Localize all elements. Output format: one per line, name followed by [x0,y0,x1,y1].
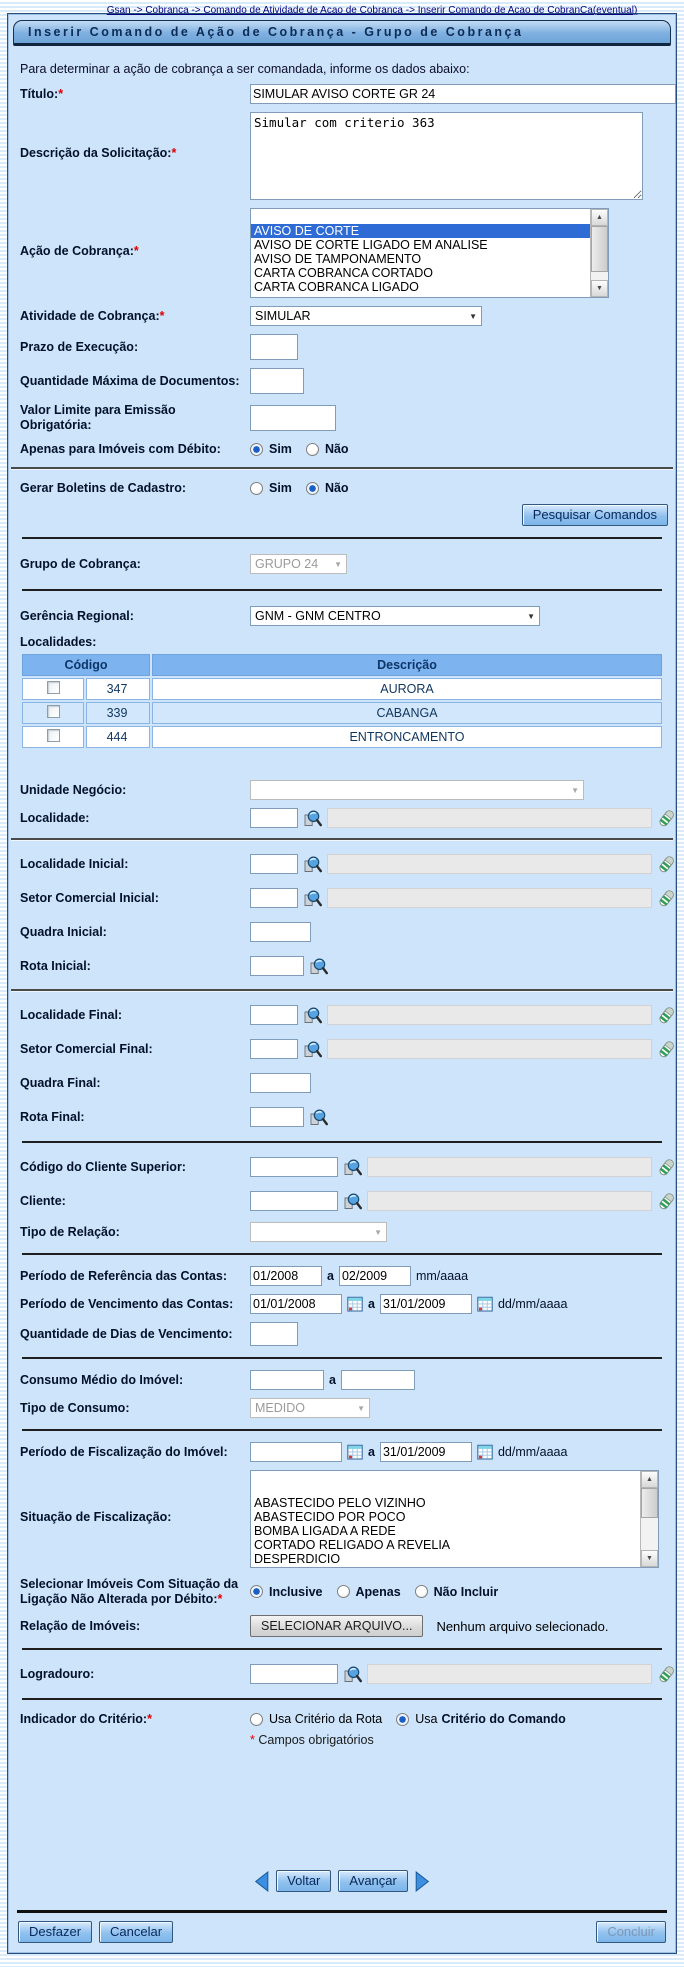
eraser-icon[interactable] [657,889,676,908]
row-tipo-consumo [8,1394,676,1422]
quadra-inicial-input[interactable] [250,922,311,942]
localidade-code-input[interactable] [250,808,298,828]
list-option[interactable]: ABASTECIDO PELO VIZINHO [254,1496,426,1510]
prazo-label: Prazo de Execução: [20,340,139,354]
row-setor-inicial [8,881,676,915]
rota-inicial-label: Rota Inicial: [20,959,91,973]
bottom-bar [8,1913,676,1953]
required-asterisk: * [217,1592,223,1606]
pesquisar-comandos-button[interactable]: Pesquisar Comandos [522,504,668,526]
logradouro-label: Logradouro: [20,1667,95,1681]
row-qtd-dias [8,1318,676,1350]
row-situacao-fiscalizacao [8,1466,676,1572]
desfazer-button[interactable]: Desfazer [18,1921,92,1943]
range-separator: a [329,1373,336,1387]
scrollbar[interactable] [640,1471,658,1567]
cliente-code-input[interactable] [250,1191,338,1211]
eraser-icon[interactable] [657,1665,676,1684]
gerencia-regional-label: Gerência Regional: [20,609,134,623]
divider [22,1648,662,1650]
list-option[interactable] [251,1472,640,1496]
apenas-debito-sim-radio[interactable] [250,443,263,456]
localidade-descricao: AURORA [152,678,662,700]
localidade-name-field [327,808,652,828]
situacao-ligacao-label: Selecionar Imóveis Com Situação da Ligação Não Alterada por Débito: [20,1577,239,1606]
row-situacao-ligacao [8,1572,676,1611]
radio-label: Inclusive [269,1584,323,1599]
calendar-icon[interactable] [347,1444,363,1460]
eraser-icon[interactable] [657,809,676,828]
periodo-fiscalizacao-from-input[interactable] [250,1442,342,1462]
descricao-textarea[interactable] [250,112,643,200]
relacao-imoveis-label: Relação de Imóveis: [20,1619,141,1633]
row-logradouro [8,1657,676,1691]
scroll-thumb[interactable] [641,1488,658,1518]
row-atividade [8,302,676,330]
calendar-icon[interactable] [477,1444,493,1460]
row-grupo-cobranca [8,546,676,582]
format-hint: dd/mm/aaaa [497,1297,568,1311]
cliente-label: Cliente: [20,1194,66,1208]
cancelar-button[interactable]: Cancelar [99,1921,173,1943]
list-option[interactable] [251,210,590,224]
wizard-nav [8,1870,676,1906]
row-prazo [8,330,676,364]
consumo-medio-label: Consumo Médio do Imóvel: [20,1373,184,1387]
list-option-selected[interactable]: AVISO DE CORTE [251,224,590,238]
localidade-final-label: Localidade Final: [20,1008,123,1022]
row-cliente [8,1184,676,1218]
scroll-down-icon[interactable]: ▼ [641,1550,658,1567]
descricao-label: Descrição da Solicitação: [20,146,172,160]
voltar-button[interactable]: Voltar [276,1870,331,1892]
row-setor-final [8,1032,676,1066]
periodo-vencimento-to-input[interactable] [380,1294,472,1314]
tipo-relacao-label: Tipo de Relação: [20,1225,120,1239]
eraser-icon[interactable] [657,855,676,874]
scroll-down-icon[interactable]: ▼ [591,280,608,297]
eraser-icon[interactable] [657,1192,676,1211]
radio-label: Usa Critério da Rota [269,1712,383,1726]
localidade-codigo: 339 [86,702,150,724]
scroll-up-icon[interactable]: ▲ [591,209,608,226]
row-localidade-inicial [8,847,676,881]
localidade-final-code-input[interactable] [250,1005,298,1025]
periodo-fiscalizacao-label: Período de Fiscalização do Imóvel: [20,1445,228,1459]
acao-cobranca-listbox[interactable] [250,208,609,298]
radio-label: Não Incluir [433,1584,499,1599]
localidade-inicial-name-field [327,854,652,874]
table-row [22,726,662,748]
cliente-superior-code-input[interactable] [250,1157,338,1177]
scroll-thumb[interactable] [591,226,608,272]
localidade-codigo: 347 [86,678,150,700]
divider [22,1253,662,1255]
atividade-select[interactable]: SIMULAR ▼ [250,306,482,326]
divider [22,1357,662,1359]
row-descricao [8,108,676,204]
logradouro-name-field [367,1664,652,1684]
row-relacao-imoveis [8,1611,676,1641]
grupo-cobranca-label: Grupo de Cobrança: [20,557,141,571]
radio-label-bold: Critério do Comando [441,1712,566,1726]
required-asterisk: * [171,146,177,160]
row-gerar-boletins [8,476,676,500]
prazo-input[interactable] [250,334,298,360]
required-fields-note: * Campos obrigatórios [250,1733,374,1747]
radio-label: Apenas [355,1584,401,1599]
logradouro-code-input[interactable] [250,1664,338,1684]
chevron-down-icon: ▼ [571,785,579,795]
divider [22,1698,662,1700]
list-option[interactable]: BOMBA LIGADA A REDE [254,1524,396,1538]
radio-label: Sim [269,481,292,495]
table-row [22,702,662,724]
list-option[interactable]: ABASTECIDO POR POCO [254,1510,406,1524]
row-cliente-superior [8,1150,676,1184]
quadra-final-input[interactable] [250,1073,311,1093]
periodo-referencia-from-input[interactable] [250,1266,322,1286]
localidade-descricao: CABANGA [152,702,662,724]
localidade-checkbox[interactable] [47,729,60,742]
next-arrow-icon[interactable] [415,1871,430,1892]
divider [22,1141,662,1143]
row-rota-inicial [8,949,676,983]
gerar-boletins-nao-radio[interactable] [306,482,319,495]
row-localidade [8,804,676,832]
unidade-negocio-label: Unidade Negócio: [20,783,127,797]
row-quadra-final [8,1066,676,1100]
grupo-cobranca-select: GRUPO 24 ▼ [250,554,347,574]
row-qtd-max [8,364,676,398]
localidade-inicial-label: Localidade Inicial: [20,857,129,871]
search-icon[interactable] [343,1158,362,1177]
range-separator: a [368,1445,375,1459]
list-option[interactable]: AVISO DE CORTE LIGADO EM ANALISE [254,238,488,252]
divider [22,1429,662,1431]
situacao-fiscalizacao-label: Situação de Fiscalização: [20,1510,172,1524]
search-icon[interactable] [303,889,322,908]
setor-final-code-input[interactable] [250,1039,298,1059]
list-option[interactable]: AVISO DE TAMPONAMENTO [254,252,422,266]
required-asterisk: * [250,1733,255,1747]
row-unidade-negocio [8,776,676,804]
situacao-ligacao-nao-incluir-radio[interactable] [415,1585,428,1598]
localidades-table [20,652,664,750]
valor-limite-input[interactable] [250,405,336,431]
rota-inicial-input[interactable] [250,956,304,976]
list-option[interactable]: DESPERDICIO [254,1552,341,1566]
titulo-input[interactable] [250,84,676,104]
divider [22,537,662,539]
chevron-down-icon: ▼ [469,311,477,321]
row-acao-cobranca [8,204,676,302]
row-indicador-criterio [8,1707,676,1731]
row-titulo [8,80,676,108]
prev-arrow-icon[interactable] [254,1871,269,1892]
localidade-codigo: 444 [86,726,150,748]
concluir-button: Concluir [596,1921,666,1943]
row-consumo-medio [8,1366,676,1394]
rota-final-input[interactable] [250,1107,304,1127]
list-option[interactable]: CORTADO RELIGADO A REVELIA [254,1538,451,1552]
periodo-referencia-label: Período de Referência das Contas: [20,1269,228,1283]
calendar-icon[interactable] [477,1296,493,1312]
eraser-icon[interactable] [657,1006,676,1025]
tipo-consumo-select: MEDIDO ▼ [250,1398,370,1418]
indicador-criterio-label: Indicador do Critério: [20,1712,148,1726]
cliente-name-field [367,1191,652,1211]
periodo-referencia-to-input[interactable] [339,1266,411,1286]
divider [22,589,662,591]
chevron-down-icon: ▼ [374,1227,382,1237]
qtd-dias-label: Quantidade de Dias de Vencimento: [20,1327,233,1341]
divider [11,838,673,841]
gerar-boletins-label: Gerar Boletins de Cadastro: [20,481,187,495]
range-separator: a [368,1297,375,1311]
cliente-superior-name-field [367,1157,652,1177]
row-localidades-label [8,630,676,650]
chevron-down-icon: ▼ [357,1403,365,1413]
divider [11,467,673,470]
row-valor-limite [8,398,676,437]
setor-final-name-field [327,1039,652,1059]
search-icon[interactable] [343,1192,362,1211]
required-asterisk: * [58,87,64,101]
row-periodo-fiscalizacao [8,1438,676,1466]
search-icon[interactable] [343,1665,362,1684]
chevron-down-icon: ▼ [527,611,535,621]
setor-inicial-code-input[interactable] [250,888,298,908]
localidade-inicial-code-input[interactable] [250,854,298,874]
page-title: Inserir Comando de Ação de Cobrança - Grupo de Cobrança [13,20,671,46]
spacer [8,750,676,776]
atividade-label: Atividade de Cobrança: [20,309,160,323]
consumo-medio-to-input[interactable] [341,1370,415,1390]
search-icon[interactable] [309,957,328,976]
radio-label: Sim [269,442,292,456]
qtd-max-label: Quantidade Máxima de Documentos: [20,374,240,388]
row-gerencia-regional [8,598,676,630]
required-asterisk: * [147,1712,152,1726]
file-select-button[interactable]: SELECIONAR ARQUIVO... [250,1615,423,1637]
search-icon[interactable] [303,1040,322,1059]
radio-label: Usa [415,1712,438,1726]
format-hint: mm/aaaa [415,1269,469,1283]
localidade-checkbox[interactable] [47,705,60,718]
rota-final-label: Rota Final: [20,1110,85,1124]
range-separator: a [327,1269,334,1283]
periodo-vencimento-label: Período de Vencimento das Contas: [20,1297,234,1311]
row-quadra-inicial [8,915,676,949]
localidade-descricao: ENTRONCAMENTO [152,726,662,748]
gerencia-regional-select[interactable]: GNM - GNM CENTRO ▼ [250,606,540,626]
table-row [22,678,662,700]
scrollbar[interactable] [590,209,608,297]
tipo-relacao-select[interactable] [250,1222,387,1242]
criterio-comando-radio[interactable] [396,1713,409,1726]
quadra-inicial-label: Quadra Inicial: [20,925,107,939]
localidade-final-name-field [327,1005,652,1025]
row-localidade-final [8,998,676,1032]
tipo-consumo-label: Tipo de Consumo: [20,1401,130,1415]
intro-text: Para determinar a ação de cobrança a ser comandada, informe os dados abaixo: [20,62,470,76]
column-header-codigo: Código [22,654,150,676]
row-pesquisar-comandos [8,500,676,530]
row-periodo-vencimento [8,1290,676,1318]
quadra-final-label: Quadra Final: [20,1076,101,1090]
required-asterisk: * [133,244,139,258]
apenas-debito-nao-radio[interactable] [306,443,319,456]
main-panel [7,13,677,1954]
calendar-icon[interactable] [347,1296,363,1312]
situacao-ligacao-inclusive-radio[interactable] [250,1585,263,1598]
valor-limite-label: Valor Limite para Emissão Obrigatória: [20,403,176,432]
consumo-medio-from-input[interactable] [250,1370,324,1390]
periodo-fiscalizacao-to-input[interactable] [380,1442,472,1462]
qtd-max-input[interactable] [250,368,304,394]
column-header-descricao: Descrição [152,654,662,676]
situacao-ligacao-apenas-radio[interactable] [337,1585,350,1598]
search-icon[interactable] [309,1108,328,1127]
required-asterisk: * [159,309,165,323]
eraser-icon[interactable] [657,1158,676,1177]
situacao-fiscalizacao-listbox[interactable] [250,1470,659,1568]
eraser-icon[interactable] [657,1040,676,1059]
cliente-superior-label: Código do Cliente Superior: [20,1160,186,1174]
gerar-boletins-sim-radio[interactable] [250,482,263,495]
row-rota-final [8,1100,676,1134]
avancar-button[interactable]: Avançar [338,1870,407,1892]
unidade-negocio-select [250,780,584,800]
criterio-rota-radio[interactable] [250,1713,263,1726]
periodo-vencimento-from-input[interactable] [250,1294,342,1314]
row-tipo-relacao [8,1218,676,1246]
radio-label: Não [324,481,349,495]
localidade-checkbox[interactable] [47,681,60,694]
search-icon[interactable] [303,809,322,828]
scroll-up-icon[interactable]: ▲ [641,1471,658,1488]
list-option[interactable]: CARTA COBRANCA CORTADO [254,266,433,280]
localidade-label: Localidade: [20,811,90,825]
file-status-text: Nenhum arquivo selecionado. [436,1618,609,1634]
search-icon[interactable] [303,1006,322,1025]
radio-label: Não [324,442,349,456]
qtd-dias-input[interactable] [250,1322,298,1346]
setor-inicial-label: Setor Comercial Inicial: [20,891,159,905]
list-option[interactable]: CARTA COBRANCA LIGADO [254,280,419,294]
search-icon[interactable] [303,855,322,874]
setor-inicial-name-field [327,888,652,908]
chevron-down-icon: ▼ [334,559,342,569]
format-hint: dd/mm/aaaa [497,1445,568,1459]
row-periodo-referencia [8,1262,676,1290]
setor-final-label: Setor Comercial Final: [20,1042,153,1056]
row-apenas-debito [8,437,676,461]
apenas-debito-label: Apenas para Imóveis com Débito: [20,442,221,456]
acao-cobranca-label: Ação de Cobrança: [20,244,134,258]
divider [11,989,673,992]
breadcrumb-bar [0,0,684,16]
titulo-label: Título: [20,87,59,101]
localidades-label: Localidades: [20,635,97,649]
breadcrumb[interactable]: Gsan -> Cobranca -> Comando de Atividade de Acao de Cobranca -> Inserir Comando de Acao de CobranCa(eventual) [106,5,638,16]
